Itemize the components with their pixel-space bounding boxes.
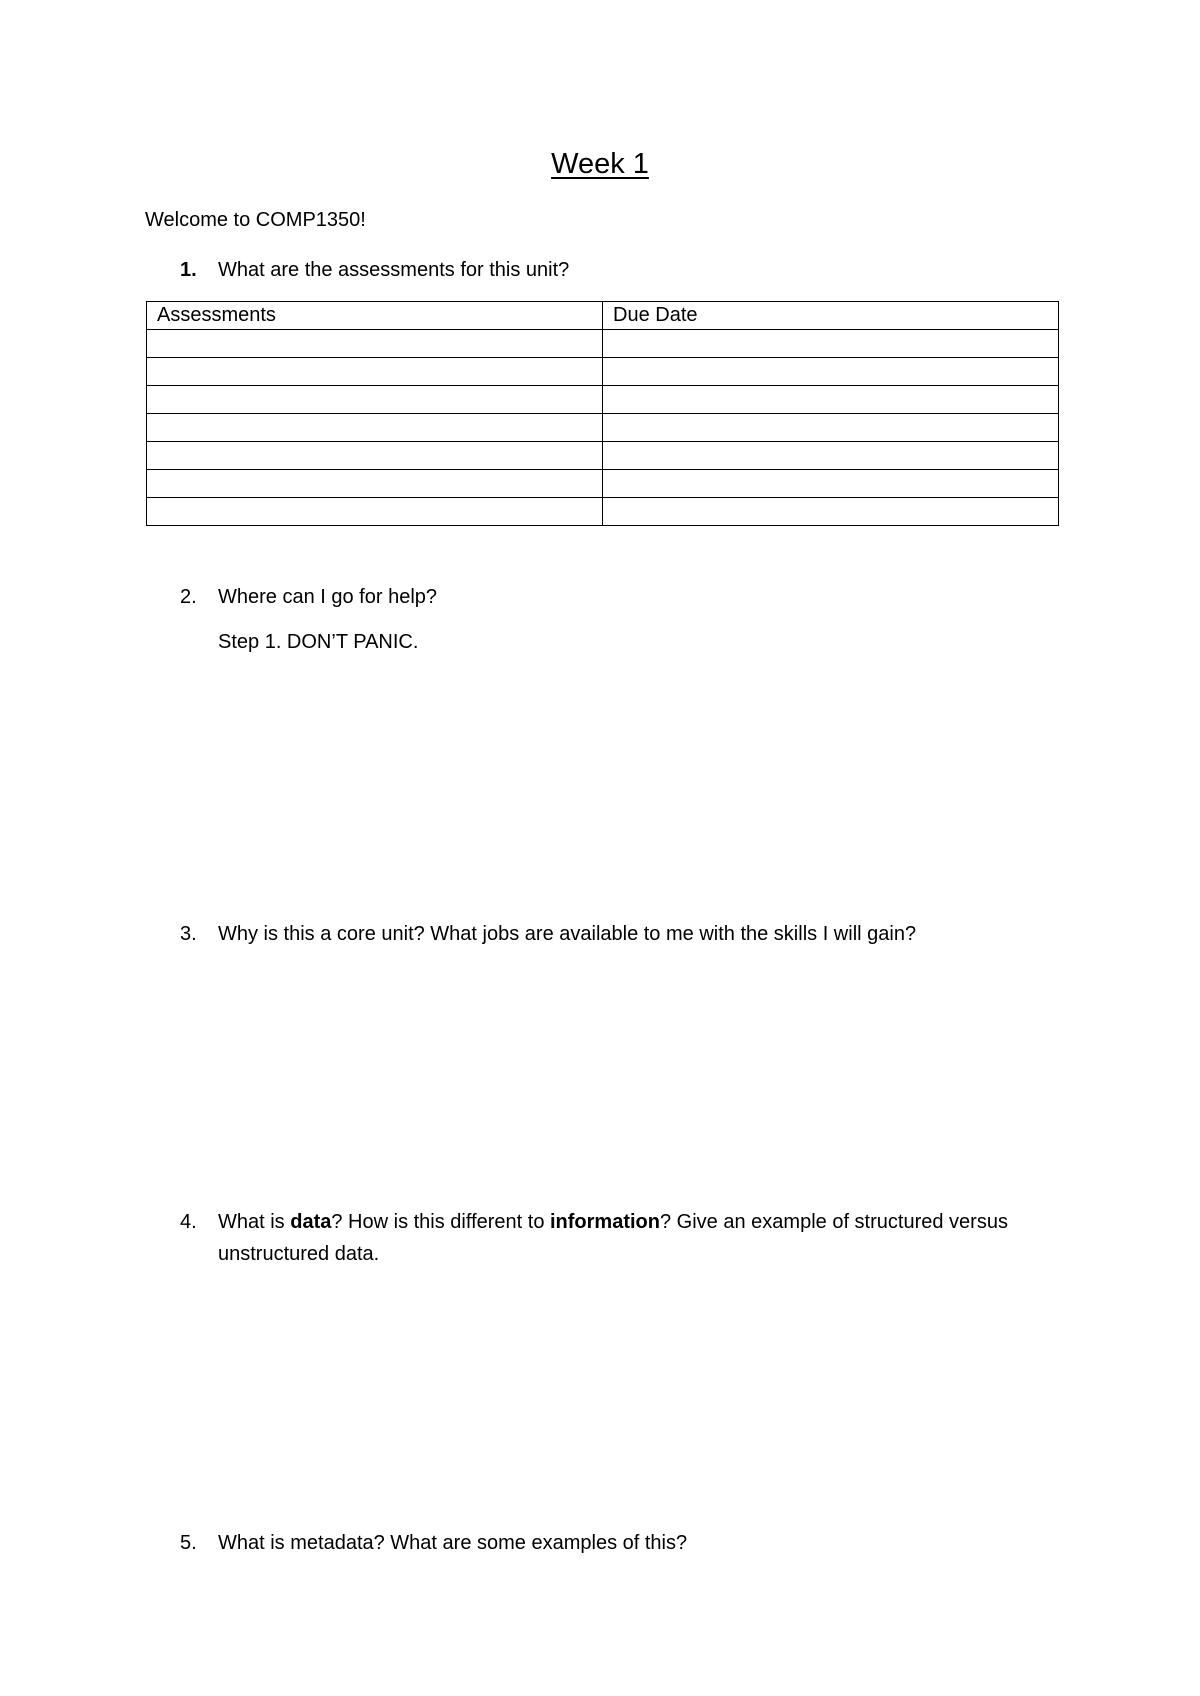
question-text-part: ? Give an example of structured versus unstructured data. — [218, 1211, 1008, 1265]
question-text-part: What is — [218, 1211, 291, 1233]
emphasis-information: information — [550, 1211, 660, 1233]
table-row — [147, 358, 1059, 386]
assessment-cell[interactable] — [147, 442, 603, 470]
page-title: Week 1 — [551, 148, 649, 180]
table-header-row — [147, 302, 1059, 330]
table-row — [147, 386, 1059, 414]
question-text — [218, 1206, 1058, 1270]
step-text: Step 1. DON’T PANIC. — [218, 631, 419, 653]
question-number: 4. — [180, 1211, 197, 1233]
assessment-cell[interactable] — [147, 498, 603, 526]
assessment-cell[interactable] — [147, 414, 603, 442]
table-row — [147, 498, 1059, 526]
due-date-cell[interactable] — [603, 330, 1059, 358]
question-text: Why is this a core unit? What jobs are available to me with the skills I will gain? — [218, 923, 917, 945]
question-number: 5. — [180, 1532, 197, 1554]
due-date-cell[interactable] — [603, 414, 1059, 442]
table-row — [147, 414, 1059, 442]
due-date-cell[interactable] — [603, 386, 1059, 414]
assessment-cell[interactable] — [147, 386, 603, 414]
emphasis-data: data — [290, 1211, 332, 1233]
column-header-assessments: Assessments — [147, 302, 603, 330]
question-text: What is metadata? What are some examples of this? — [218, 1532, 688, 1554]
question-number: 2. — [180, 586, 197, 608]
assessment-cell[interactable] — [147, 358, 603, 386]
table-row — [147, 330, 1059, 358]
table-row — [147, 470, 1059, 498]
assessments-table — [146, 301, 1059, 526]
question-text: Where can I go for help? — [218, 586, 438, 608]
assessment-cell[interactable] — [147, 330, 603, 358]
question-text: What are the assessments for this unit? — [218, 259, 570, 281]
table-row — [147, 442, 1059, 470]
due-date-cell[interactable] — [603, 442, 1059, 470]
question-number: 1. — [180, 259, 197, 281]
due-date-cell[interactable] — [603, 358, 1059, 386]
due-date-cell[interactable] — [603, 470, 1059, 498]
column-header-due-date: Due Date — [603, 302, 1059, 330]
question-number: 3. — [180, 923, 197, 945]
welcome-text: Welcome to COMP1350! — [145, 209, 366, 231]
assessment-cell[interactable] — [147, 470, 603, 498]
due-date-cell[interactable] — [603, 498, 1059, 526]
question-text-part: ? How is this different to — [331, 1211, 550, 1233]
